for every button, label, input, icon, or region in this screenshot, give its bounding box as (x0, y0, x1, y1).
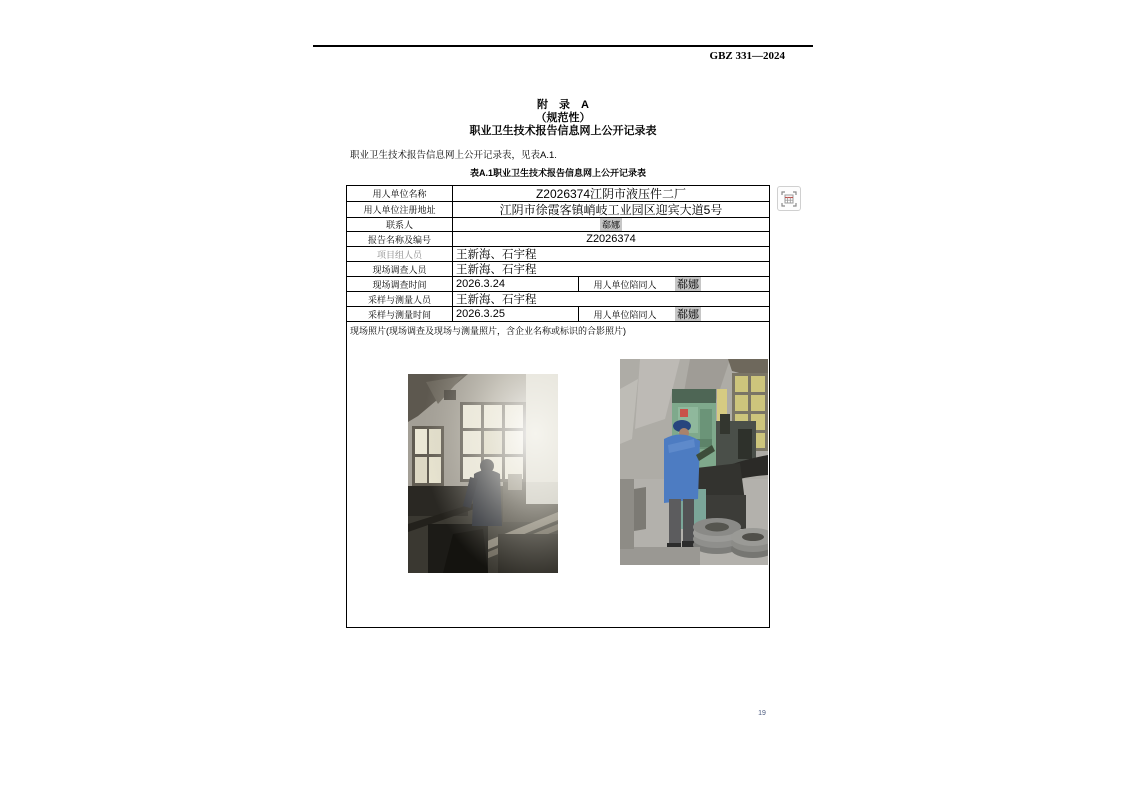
table-scan-tool-button[interactable] (777, 186, 801, 211)
table-row (347, 247, 769, 262)
main-title: 职业卫生技术报告信息网上公开记录表 (469, 125, 657, 137)
form-field-value: 郗娜 (675, 307, 701, 321)
row-label: 项目组人员 (347, 247, 453, 261)
table-row (347, 186, 769, 202)
project-team-value: 王新海、石宇程 (456, 249, 537, 261)
employer-address-value: 江阴市徐霞客镇峭岐工业园区迎宾大道5号 (499, 203, 723, 217)
table-row (347, 202, 769, 218)
row-label: 采样与测量时间 (347, 307, 453, 321)
intro-paragraph: 职业卫生技术报告信息网上公开记录表，见表A.1. (350, 150, 557, 161)
contact-person-value (453, 218, 769, 231)
row-label: 用人单位注册地址 (347, 202, 453, 217)
record-form-table (346, 185, 770, 628)
table-caption: 表A.1职业卫生技术报告信息网上公开记录表 (469, 168, 646, 178)
table-row (347, 292, 769, 307)
form-field-value: 郗娜 (601, 220, 620, 230)
title-block (313, 99, 813, 138)
photo-section (347, 322, 769, 627)
header-rule (313, 45, 813, 47)
row-label: 采样与测量人员 (347, 292, 453, 306)
companion-value (671, 277, 769, 291)
site-photo-machine (620, 359, 768, 565)
table-row (347, 307, 769, 322)
sampling-date-value: 2026.3.25 (453, 307, 579, 321)
row-label: 用人单位名称 (347, 186, 453, 201)
survey-date-value: 2026.3.24 (453, 277, 579, 291)
employer-name-value: Z2026374江阴市液压件二厂 (535, 187, 687, 201)
report-number-value: Z2026374 (586, 233, 636, 245)
survey-staff-value: 王新海、石宇程 (456, 264, 537, 276)
page-number: 19 (758, 710, 766, 717)
photo-section-label: 现场照片(现场调查及现场与测量照片，含企业名称或标识的合影照片) (350, 326, 626, 336)
appendix-title: 附 录 A (537, 99, 589, 111)
row-label: 现场调查时间 (347, 277, 453, 291)
form-field-value: 郗娜 (675, 277, 701, 291)
companion-label: 用人单位陪同人 (593, 279, 657, 290)
table-row (347, 232, 769, 247)
row-label: 报告名称及编号 (347, 232, 453, 246)
table-row (347, 277, 769, 292)
standard-code: GBZ 331—2024 (709, 50, 785, 62)
table-scan-icon (781, 191, 797, 207)
sampling-staff-value: 王新海、石宇程 (456, 294, 537, 306)
row-label: 现场调查人员 (347, 262, 453, 276)
table-row (347, 262, 769, 277)
companion-label: 用人单位陪同人 (593, 309, 657, 320)
normative-subtitle: （规范性） (535, 112, 591, 124)
row-label: 联系人 (347, 218, 453, 231)
site-photo-workshop (408, 374, 558, 573)
companion-value (671, 307, 769, 321)
table-row (347, 218, 769, 232)
